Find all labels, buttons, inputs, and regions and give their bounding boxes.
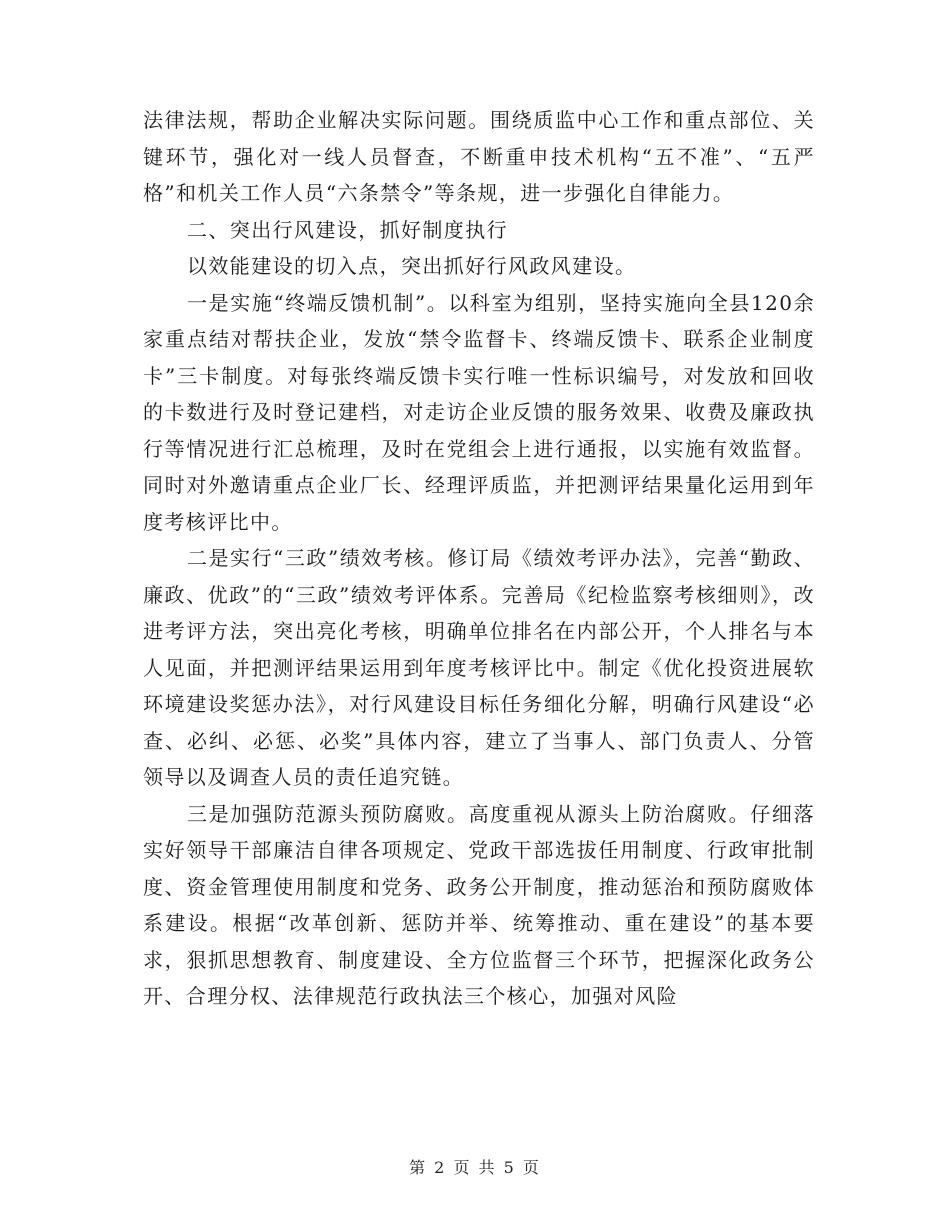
paragraph-item-3: 三是加强防范源头预防腐败。高度重视从源头上防治腐败。仔细落实好领导干部廉洁自律各项规定、党政干部选拔任用制度、行政审批制度、资金管理使用制度和党务、政务公开制度，推动惩治和预防腐败体系建设。根据“改革创新、惩防并举、统筹推动、重在建设”的基本要求，狠抓思想教育、制度建设、全方位监督三个环节，把握深化政务公开、合理分权、法律规范行政执法三个核心，加强对风险 (143, 801, 815, 1008)
paragraph-item-1: 一是实施“终端反馈机制”。以科室为组别，坚持实施向全县120余家重点结对帮扶企业，发放“禁令监督卡、终端反馈卡、联系企业制度卡”三卡制度。对每张终端反馈卡实行唯一性标识编号，对发放和回收的卡数进行及时登记建档，对走访企业反馈的服务效果、收费及廉政执行等情况进行汇总梳理，及时在党组会上进行通报，以实施有效监督。同时对外邀请重点企业厂长、经理评质监，并把测评结果量化运用到年度考核评比中。 (143, 290, 815, 534)
paragraph-item-2: 二是实行“三政”绩效考核。修订局《绩效考评办法》，完善“勤政、廉政、优政”的“三政”绩效考评体系。完善局《纪检监察考核细则》，改进考评方法，突出亮化考核，明确单位排名在内部公开，个人排名与本人见面，并把测评结果运用到年度考核评比中。制定《优化投资进展软环境建设奖惩办法》，对行风建设目标任务细化分解，明确行风建设“必查、必纠、必惩、必奖”具体内容，建立了当事人、部门负责人、分管领导以及调查人员的责任追究链。 (143, 546, 815, 789)
page-number-footer: 第 2 页 共 5 页 (409, 1158, 541, 1177)
paragraph-intro: 以效能建设的切入点，突出抓好行风政风建设。 (187, 254, 637, 278)
section-heading: 二、突出行风建设，抓好制度执行 (187, 217, 508, 242)
paragraph-continuation: 法律法规，帮助企业解决实际问题。围绕质监中心工作和重点部位、关键环节，强化对一线人员督查，不断重申技术机构“五不准”、“五严格”和机关工作人员“六条禁令”等条规，进一步强化自律能力。 (143, 108, 815, 205)
document-body (143, 102, 815, 1015)
